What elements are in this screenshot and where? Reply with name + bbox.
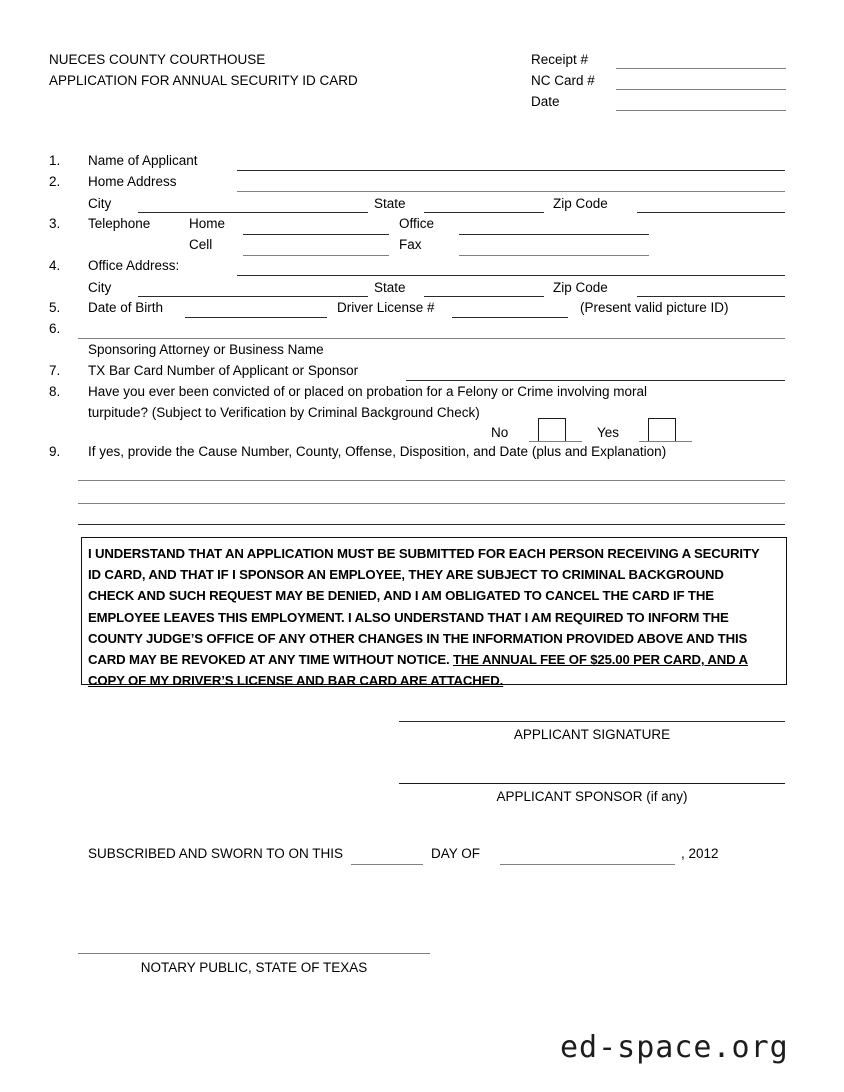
question-8-line-1: Have you ever been convicted of or placed on probation for a Felony or Crime involving moral — [88, 384, 648, 399]
office-city-label: City — [88, 280, 112, 295]
item-number-8: 8. — [49, 384, 61, 399]
q9-bold-cause-number: Cause Number — [198, 444, 289, 459]
home-state-input[interactable] — [424, 212, 544, 213]
q9-bold-county: County — [295, 444, 338, 459]
acknowledgement-plain-text: I UNDERSTAND THAT AN APPLICATION MUST BE SUBMITTED FOR EACH PERSON RECEIVING A SECURITY ID CARD, AND THAT IF I SPONSOR AN EMPLOYEE, THEY ARE SUBJECT TO CRIMINAL BACKGROUND CHECK AND SUCH REQUEST MAY BE DENIED, AND I AM OBLIGATED TO CANCEL THE CARD IF THE EMPLOYEE LEAVES THIS EMPLOYMENT. I ALSO UNDERSTAND THAT I AM REQUIRED TO INFORM THE COUNTY JUDGE’S OFFICE OF ANY OTHER CHANGES IN THE INFORMATION PROVIDED ABOVE AND THIS CARD MAY BE REVOKED AT ANY TIME WITHOUT NOTICE. — [88, 546, 760, 668]
sponsoring-attorney-input[interactable] — [78, 338, 785, 339]
telephone-home-label: Home — [189, 216, 226, 231]
question-9-input-line-2[interactable] — [78, 503, 785, 504]
office-address-input[interactable] — [237, 275, 785, 276]
office-state-label: State — [374, 280, 406, 295]
q9-sep-5: (plus and — [528, 444, 592, 459]
q9-bold-offense: Offense — [345, 444, 393, 459]
q9-sep-2: , — [337, 444, 346, 459]
office-state-input[interactable] — [424, 296, 544, 297]
office-city-input[interactable] — [138, 296, 368, 297]
item-number-7: 7. — [49, 363, 61, 378]
item-number-1: 1. — [49, 153, 61, 168]
telephone-office-label: Office — [399, 216, 435, 231]
home-address-label: Home Address — [88, 174, 177, 189]
applicant-sponsor-signature-input[interactable] — [399, 783, 785, 784]
question-8-no-checkbox[interactable] — [538, 418, 566, 442]
q9-sep-4: , and — [465, 444, 500, 459]
notary-signature-input[interactable] — [78, 953, 430, 954]
page-title-org: NUECES COUNTY COURTHOUSE — [49, 52, 266, 67]
acknowledgement-underlined-text: THE ANNUAL FEE OF $25.00 PER CARD, AND A COPY OF MY DRIVER’S LICENSE AND BAR CARD ARE ATTACHED. — [88, 652, 748, 689]
telephone-fax-input[interactable] — [459, 255, 649, 256]
tx-bar-card-input[interactable] — [406, 380, 785, 381]
receipt-number-input[interactable] — [616, 68, 786, 69]
tx-bar-card-label: TX Bar Card Number of Applicant or Sponsor — [88, 363, 359, 378]
date-of-birth-input[interactable] — [185, 317, 327, 318]
telephone-cell-label: Cell — [189, 237, 213, 252]
home-city-input[interactable] — [138, 212, 368, 213]
telephone-label: Telephone — [88, 216, 151, 231]
q9-bold-date: Date — [499, 444, 529, 459]
q9-prefix: If yes, provide the — [88, 444, 199, 459]
nc-card-number-label: NC Card # — [531, 73, 595, 88]
present-valid-picture-id-note: (Present valid picture ID) — [580, 300, 729, 315]
home-state-label: State — [374, 196, 406, 211]
driver-license-label: Driver License # — [337, 300, 435, 315]
question-9-input-line-3[interactable] — [78, 524, 785, 525]
sworn-day-input[interactable] — [351, 864, 423, 865]
applicant-sponsor-signature-label: APPLICANT SPONSOR (if any) — [496, 789, 688, 804]
acknowledgement-text — [88, 543, 768, 691]
item-number-6: 6. — [49, 321, 61, 336]
sworn-month-input[interactable] — [500, 864, 675, 865]
q9-suffix: ) — [661, 444, 667, 459]
item-number-3: 3. — [49, 216, 61, 231]
question-8-yes-label: Yes — [597, 425, 620, 440]
applicant-signature-label: APPLICANT SIGNATURE — [513, 727, 671, 742]
home-address-input[interactable] — [237, 191, 785, 192]
item-number-2: 2. — [49, 174, 61, 189]
telephone-cell-input[interactable] — [243, 255, 389, 256]
office-address-label: Office Address: — [88, 258, 180, 273]
date-of-birth-label: Date of Birth — [88, 300, 164, 315]
q9-bold-explanation: Explanation — [591, 444, 662, 459]
item-number-4: 4. — [49, 258, 61, 273]
office-zip-label: Zip Code — [553, 280, 608, 295]
name-of-applicant-input[interactable] — [237, 170, 785, 171]
subscribed-sworn-label: SUBSCRIBED AND SWORN TO ON THIS — [88, 846, 344, 861]
office-zip-input[interactable] — [637, 296, 785, 297]
home-city-label: City — [88, 196, 112, 211]
sponsoring-attorney-label: Sponsoring Attorney or Business Name — [88, 342, 324, 357]
home-zip-input[interactable] — [637, 212, 785, 213]
question-8-yes-checkbox[interactable] — [648, 418, 676, 442]
notary-public-label: NOTARY PUBLIC, STATE OF TEXAS — [140, 960, 368, 975]
home-zip-label: Zip Code — [553, 196, 608, 211]
receipt-number-label: Receipt # — [531, 52, 589, 67]
question-8-line-2: turpitude? (Subject to Verification by Criminal Background Check) — [88, 405, 480, 420]
watermark-text: ed-space.org — [560, 1030, 789, 1065]
name-of-applicant-label: Name of Applicant — [88, 153, 198, 168]
page-title-application: APPLICATION FOR ANNUAL SECURITY ID CARD — [49, 73, 358, 88]
header-date-label: Date — [531, 94, 560, 109]
telephone-office-input[interactable] — [459, 234, 649, 235]
question-8-no-label: No — [491, 425, 509, 440]
sworn-year-label: , 2012 — [681, 846, 719, 861]
day-of-label: DAY OF — [431, 846, 481, 861]
nc-card-number-input[interactable] — [616, 89, 786, 90]
telephone-fax-label: Fax — [399, 237, 422, 252]
question-8-yes-underline — [639, 441, 692, 442]
q9-bold-disposition: Disposition — [399, 444, 466, 459]
telephone-home-input[interactable] — [243, 234, 389, 235]
question-8-no-underline — [529, 441, 582, 442]
question-9-text — [88, 444, 666, 460]
item-number-5: 5. — [49, 300, 61, 315]
driver-license-input[interactable] — [452, 317, 568, 318]
header-date-input[interactable] — [616, 110, 786, 111]
q9-sep-3: , — [392, 444, 400, 459]
question-9-input-line-1[interactable] — [78, 480, 785, 481]
item-number-9: 9. — [49, 444, 61, 459]
q9-sep-1: , — [288, 444, 296, 459]
applicant-signature-input[interactable] — [399, 721, 785, 722]
